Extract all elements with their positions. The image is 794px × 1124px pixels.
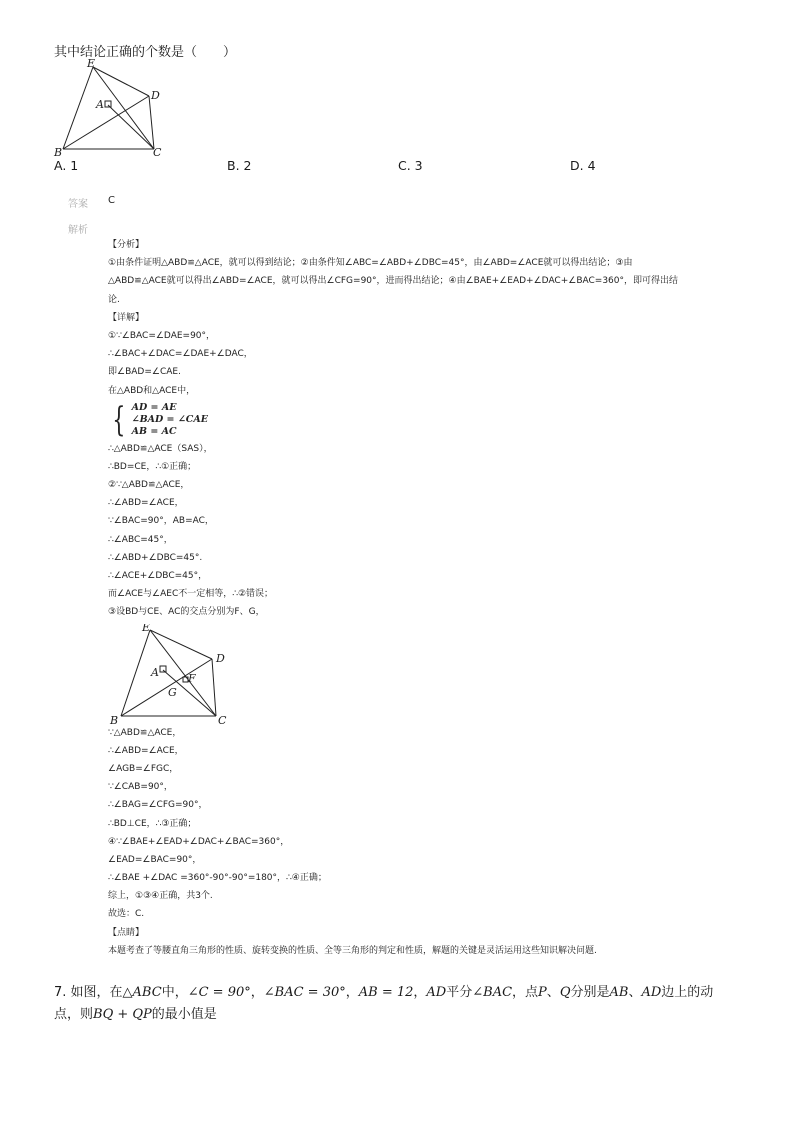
solution-line: ∠EAD=∠BAC=90°，	[108, 854, 202, 865]
line-DC	[149, 96, 154, 149]
solution-line: ∵∠CAB=90°，	[108, 782, 173, 793]
q7-math: AB = 12	[358, 985, 414, 1000]
label-B: B	[110, 713, 119, 724]
solution-line: 【点睛】	[108, 927, 145, 938]
solution-line: ∴∠ACE+∠DBC=45°，	[108, 571, 208, 581]
line-ED	[93, 67, 149, 96]
q7-math: ABC	[132, 985, 162, 1000]
label-G: G	[168, 685, 177, 699]
label-F: F	[188, 671, 196, 685]
option-d[interactable]: D. 4	[570, 158, 596, 173]
q7-math: ∠C = 90°	[187, 985, 251, 1000]
question-7-line-1	[54, 982, 774, 1004]
analysis-label: 解析	[68, 225, 88, 236]
solution-line: 而∠ACE与∠AEC不一定相等，∴②错误；	[108, 589, 274, 600]
label-A: A	[151, 665, 159, 679]
right-angle-mark	[160, 666, 166, 672]
q7-text: 分别是	[570, 985, 610, 1000]
q7-text: 平分	[446, 985, 473, 1000]
q7-math: BQ + QP	[93, 1007, 152, 1022]
solution-line: 综上，①③④正确，共3个.	[108, 891, 213, 902]
label-A: A	[96, 98, 104, 111]
solution-line: ∴∠BAG=∠CFG=90°，	[108, 800, 208, 811]
line-AC	[108, 105, 154, 149]
q7-text: 7. 如图，在△	[54, 985, 133, 1000]
label-D: D	[151, 89, 160, 102]
question-7-line-2	[54, 1004, 774, 1026]
solution-body	[108, 236, 728, 960]
q7-text: ，	[345, 985, 359, 1000]
line-EB	[63, 67, 93, 149]
option-a[interactable]: A. 1	[54, 158, 79, 173]
answer-value: C	[108, 195, 115, 206]
q7-text: 中，	[161, 985, 188, 1000]
right-angle-mark	[105, 101, 111, 107]
q7-text: ，点	[512, 985, 539, 1000]
solution-line: △ABD≌△ACE就可以得出∠ABD=∠ACE，就可以得出∠CFG=90°，进而得出结论；④由∠BAE+∠EAD+∠DAC+∠BAC=360°，即可得出结	[108, 276, 679, 287]
q7-math: Q	[559, 985, 571, 1000]
q7-text: ，	[413, 985, 427, 1000]
label-E: E	[142, 623, 151, 634]
label-C: C	[153, 146, 162, 158]
geometry-figure-2	[108, 624, 248, 724]
solution-line: ∴BD=CE，∴①正确；	[108, 461, 197, 472]
q7-math: AD	[641, 985, 662, 1000]
solution-line: ∠AGB=∠FGC，	[108, 763, 179, 774]
geometry-figure-1	[50, 58, 180, 158]
q7-math: AD	[426, 985, 447, 1000]
q7-text: 、	[628, 985, 642, 1000]
solution-line: 【详解】	[108, 312, 145, 323]
label-E: E	[87, 58, 96, 70]
line-ED	[150, 630, 212, 659]
system-eq: AB = AC	[131, 425, 177, 437]
solution-line: ∴∠BAC+∠DAC=∠DAE+∠DAC，	[108, 349, 253, 360]
option-c[interactable]: C. 3	[398, 158, 423, 173]
solution-line: ∴∠ABC=45°，	[108, 534, 173, 545]
system-eq: AD = AE	[131, 401, 177, 413]
solution-line: 故选：C.	[108, 909, 145, 920]
question-7	[54, 982, 774, 1026]
solution-line: ∴BD⊥CE，∴③正确；	[108, 818, 197, 829]
solution-line: ∵∠BAC=90°，AB=AC，	[108, 516, 214, 527]
line-BD	[63, 96, 149, 149]
q7-text: 点，则	[54, 1007, 94, 1022]
line-EC	[150, 630, 216, 716]
q7-math: P	[538, 985, 547, 1000]
solution-line: ∴△ABD≌△ACE（SAS），	[108, 443, 213, 454]
q7-math: AB	[609, 985, 629, 1000]
q7-math: ∠BAC	[472, 985, 513, 1000]
solution-line: ④∵∠BAE+∠EAD+∠DAC+∠BAC=360°，	[108, 836, 290, 847]
solution-line: 即∠BAD=∠CAE.	[108, 367, 181, 378]
solution-line: ∴∠ABD+∠DBC=45°.	[108, 552, 203, 563]
solution-line: 在△ABD和△ACE中，	[108, 385, 196, 396]
q7-text: 边上的动	[661, 985, 714, 1000]
q7-text: 的最小值是	[151, 1007, 217, 1022]
solution-line: ③设BD与CE、AC的交点分别为F、G，	[108, 607, 265, 618]
solution-line: ∵△ABD≌△ACE，	[108, 727, 182, 738]
solution-line: 论.	[108, 294, 120, 305]
equation-system	[108, 400, 728, 440]
label-C: C	[218, 713, 227, 724]
label-D: D	[216, 651, 225, 665]
solution-line: ②∵△ABD≌△ACE，	[108, 480, 190, 491]
q7-text: ，	[250, 985, 264, 1000]
system-eq: ∠BAD = ∠CAE	[131, 413, 208, 425]
line-EB	[121, 630, 150, 716]
option-b[interactable]: B. 2	[227, 158, 252, 173]
solution-line: ∴∠BAE +∠DAC =360°-90°-90°=180°，∴④正确；	[108, 873, 327, 884]
label-B: B	[54, 146, 63, 158]
left-brace: {	[112, 399, 126, 440]
q7-math: ∠BAC = 30°	[263, 985, 346, 1000]
solution-line: ∴∠ABD=∠ACE，	[108, 745, 184, 756]
answer-label: 答案	[68, 199, 88, 210]
solution-line: ∴∠ABD=∠ACE，	[108, 498, 184, 509]
question-stem: 其中结论正确的个数是（ ）	[54, 45, 237, 60]
solution-line: 本题考查了等腰直角三角形的性质、旋转变换的性质、全等三角形的判定和性质，解题的关键是灵活运用这些知识解决问题.	[108, 945, 597, 956]
solution-line: ①由条件证明△ABD≌△ACE，就可以得到结论；②由条件知∠ABC=∠ABD+∠DBC=45°，由∠ABD=∠ACE就可以得出结论；③由	[108, 258, 633, 269]
solution-line: ①∵∠BAC=∠DAE=90°，	[108, 330, 216, 341]
q7-text: 、	[546, 985, 560, 1000]
line-DC	[212, 659, 216, 716]
solution-line: 【分析】	[108, 240, 145, 250]
